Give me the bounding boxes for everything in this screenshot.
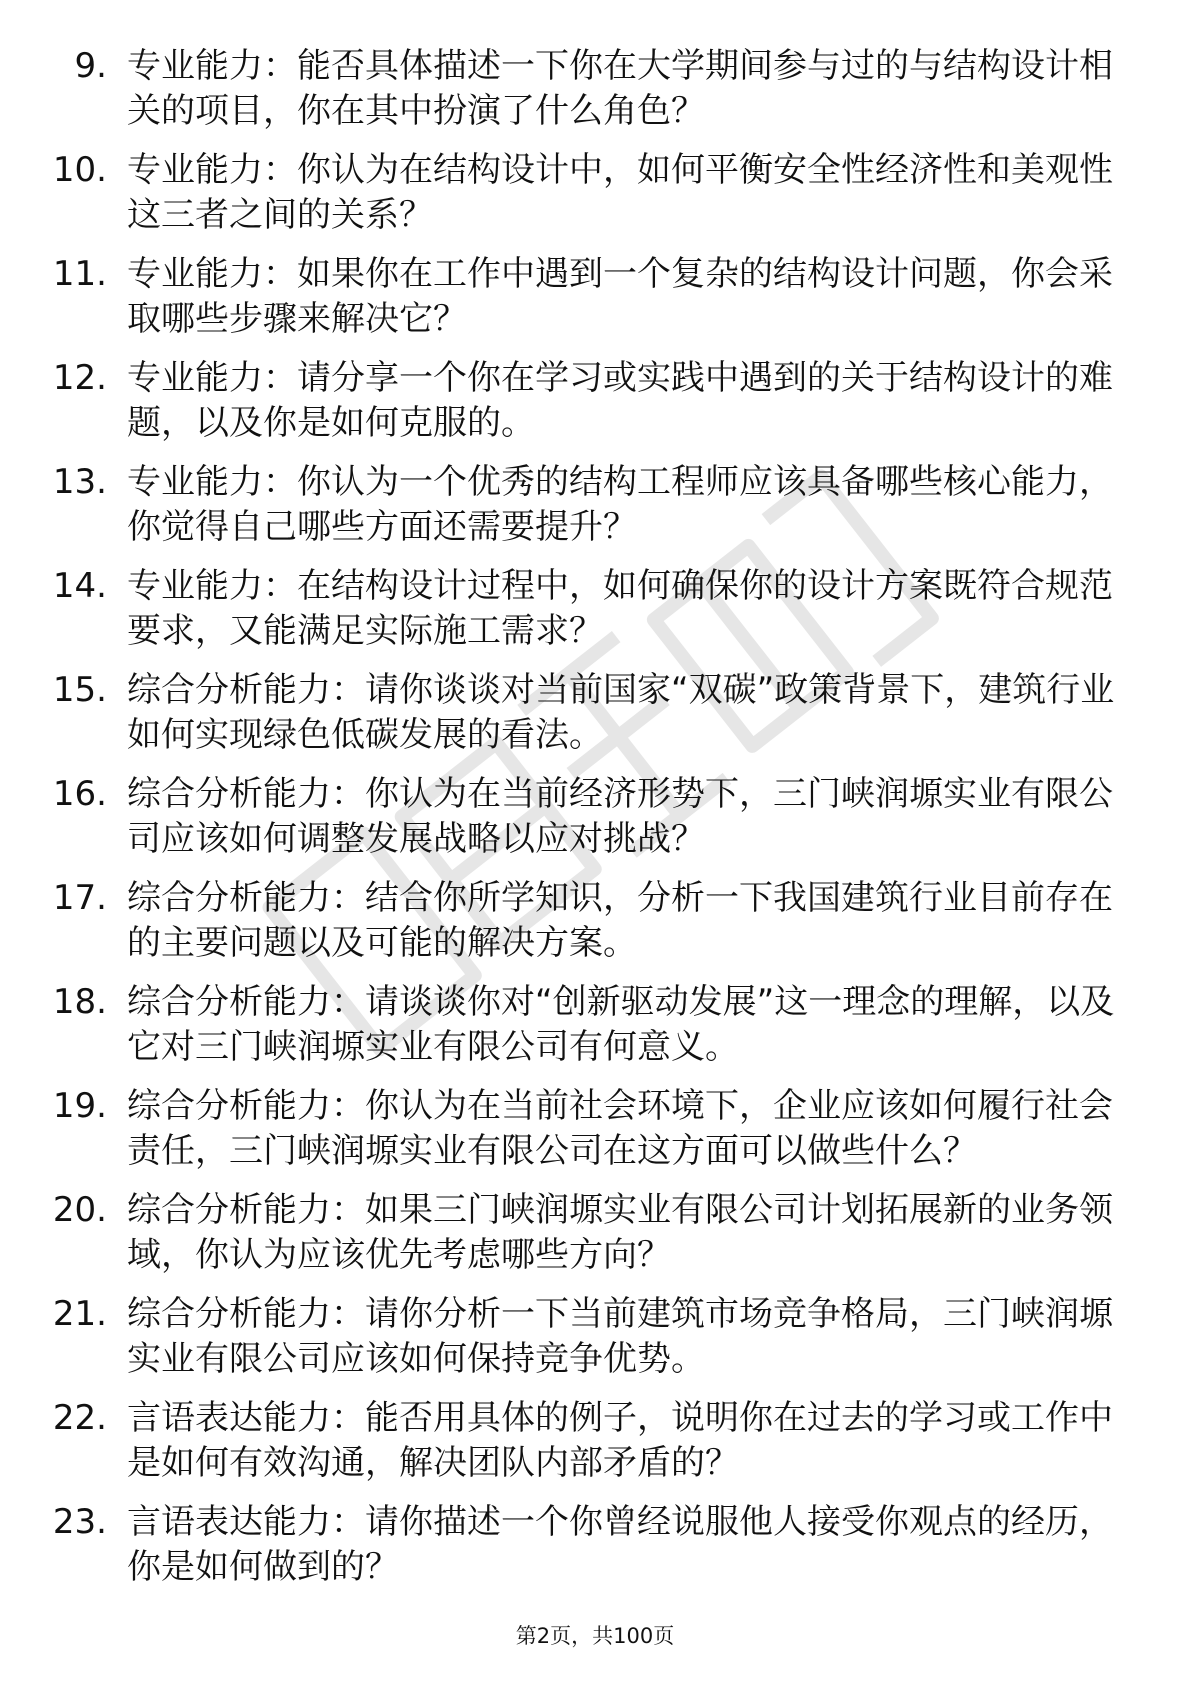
question-number: 12. [52,358,107,398]
question-item [0,252,1190,342]
question-number: 17. [52,878,107,918]
question-number: 19. [52,1086,107,1126]
question-item [0,1188,1190,1278]
question-text: 综合分析能力：请你谈谈对当前国家“双碳”政策背景下，建筑行业如何实现绿色低碳发展的看法。 [127,670,1115,755]
question-text: 专业能力：请分享一个你在学习或实践中遇到的关于结构设计的难题，以及你是如何克服的。 [127,358,1113,443]
question-item [0,44,1190,134]
question-list [0,44,1190,1604]
question-item [0,980,1190,1070]
question-item [0,460,1190,550]
question-text: 综合分析能力：你认为在当前经济形势下，三门峡润塬实业有限公司应该如何调整发展战略以应对挑战？ [127,774,1113,859]
question-text: 专业能力：你认为一个优秀的结构工程师应该具备哪些核心能力，你觉得自己哪些方面还需要提升？ [127,462,1113,547]
question-item [0,772,1190,862]
question-text: 综合分析能力：你认为在当前社会环境下，企业应该如何履行社会责任，三门峡润塬实业有限公司在这方面可以做些什么？ [127,1086,1113,1171]
question-number: 23. [52,1502,107,1542]
question-item [0,148,1190,238]
question-number: 9. [74,46,107,86]
question-text: 综合分析能力：请你分析一下当前建筑市场竞争格局，三门峡润塬实业有限公司应该如何保持竞争优势。 [127,1294,1113,1379]
question-text: 专业能力：如果你在工作中遇到一个复杂的结构设计问题，你会采取哪些步骤来解决它？ [127,254,1113,339]
question-number: 10. [52,150,107,190]
question-text: 言语表达能力：请你描述一个你曾经说服他人接受你观点的经历，你是如何做到的？ [127,1502,1113,1587]
question-text: 专业能力：在结构设计过程中，如何确保你的设计方案既符合规范要求，又能满足实际施工需求？ [127,566,1113,651]
question-number: 11. [52,254,107,294]
question-item [0,564,1190,654]
question-number: 20. [52,1190,107,1230]
question-item [0,1084,1190,1174]
question-text: 综合分析能力：请谈谈你对“创新驱动发展”这一理念的理解，以及它对三门峡润塬实业有限公司有何意义。 [127,982,1115,1067]
question-number: 16. [52,774,107,814]
question-text: 专业能力：你认为在结构设计中，如何平衡安全性经济性和美观性这三者之间的关系？ [127,150,1113,235]
question-number: 14. [52,566,107,606]
question-number: 18. [52,982,107,1022]
question-text: 综合分析能力：如果三门峡润塬实业有限公司计划拓展新的业务领域，你认为应该优先考虑哪些方向？ [127,1190,1113,1275]
question-item [0,668,1190,758]
question-item [0,1500,1190,1590]
question-number: 22. [52,1398,107,1438]
page-footer: 第2页，共100页 [515,1624,675,1648]
question-number: 15. [52,670,107,710]
question-number: 13. [52,462,107,502]
question-item [0,1292,1190,1382]
question-item [0,876,1190,966]
question-item [0,356,1190,446]
question-number: 21. [52,1294,107,1334]
question-item [0,1396,1190,1486]
question-text: 综合分析能力：结合你所学知识，分析一下我国建筑行业目前存在的主要问题以及可能的解决方案。 [127,878,1113,963]
question-text: 专业能力：能否具体描述一下你在大学期间参与过的与结构设计相关的项目，你在其中扮演了什么角色？ [127,46,1113,131]
question-text: 言语表达能力：能否用具体的例子，说明你在过去的学习或工作中是如何有效沟通，解决团队内部矛盾的？ [127,1398,1113,1483]
